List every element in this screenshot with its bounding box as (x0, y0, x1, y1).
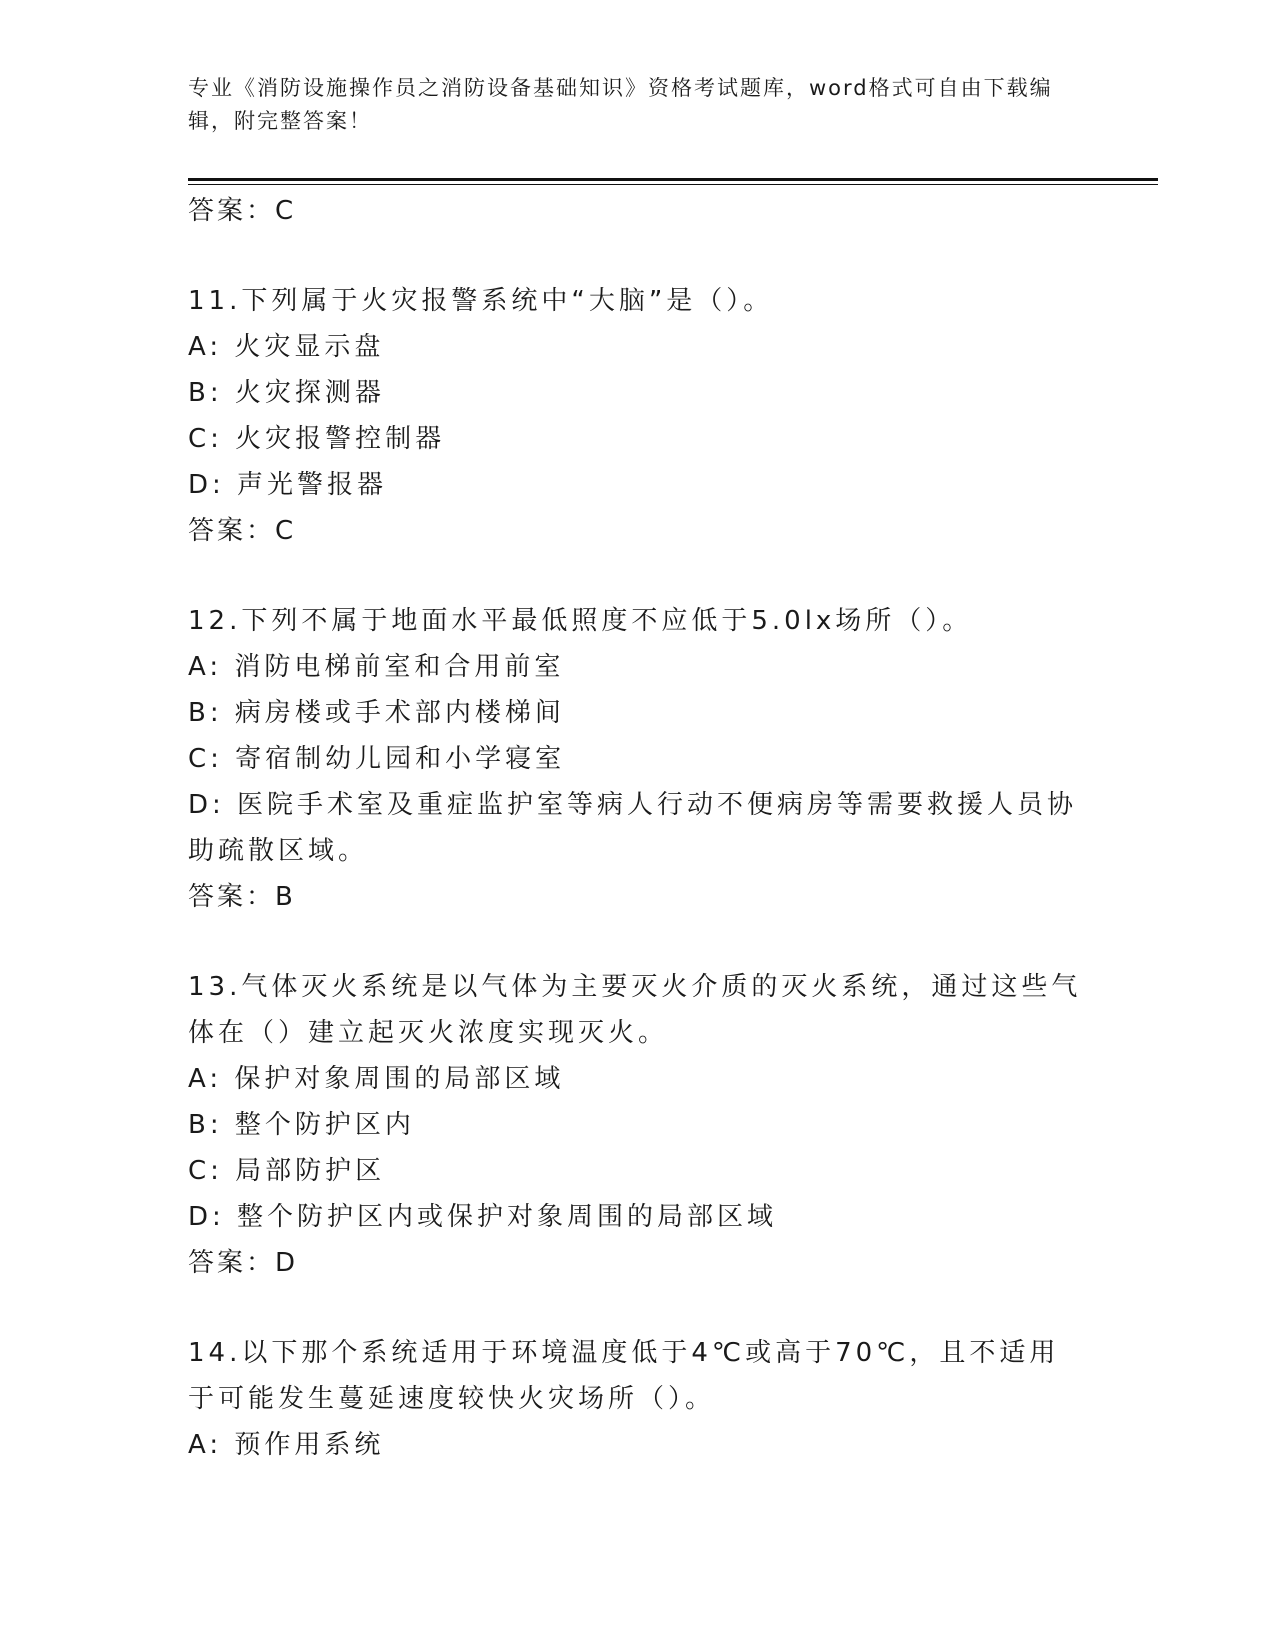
option-b: B: 火灾探测器 (188, 378, 385, 408)
option-a: A: 预作用系统 (188, 1430, 385, 1460)
spacer (188, 234, 1088, 278)
answer-line: 答案：B (188, 882, 296, 912)
answer-line: 答案：C (188, 196, 297, 226)
option-c: C: 火灾报警控制器 (188, 424, 446, 454)
spacer (188, 1286, 1088, 1330)
question-13 (188, 964, 1088, 1286)
option-a: A: 消防电梯前室和合用前室 (188, 652, 565, 682)
option-c: C: 局部防护区 (188, 1156, 386, 1186)
question-14 (188, 1330, 1088, 1468)
option-c: C: 寄宿制幼儿园和小学寝室 (188, 744, 566, 774)
option-b: B: 整个防护区内 (188, 1110, 415, 1140)
option-a: A: 保护对象周围的局部区域 (188, 1064, 565, 1094)
answer-line: 答案：C (188, 516, 297, 546)
spacer (188, 920, 1088, 964)
option-d: D: 声光警报器 (188, 470, 388, 500)
option-d: D: 医院手术室及重症监护室等病人行动不便病房等需要救援人员协助疏散区域。 (188, 790, 1078, 866)
question-11 (188, 278, 1088, 554)
header-divider-thin (188, 184, 1158, 185)
document-header: 专业《消防设施操作员之消防设备基础知识》资格考试题库，word格式可自由下载编辑，附完整答案！ (188, 76, 1053, 133)
option-a: A: 火灾显示盘 (188, 332, 385, 362)
question-stem: 13.气体灭火系统是以气体为主要灭火介质的灭火系统，通过这些气体在（）建立起灭火浓度实现灭火。 (188, 972, 1082, 1048)
header-divider-thick (188, 178, 1158, 181)
option-d: D: 整个防护区内或保护对象周围的局部区域 (188, 1202, 778, 1232)
spacer (188, 554, 1088, 598)
question-list (188, 188, 1088, 1468)
question-12 (188, 598, 1088, 920)
question-stem: 12.下列不属于地面水平最低照度不应低于5.0lx场所（）。 (188, 606, 973, 636)
option-b: B: 病房楼或手术部内楼梯间 (188, 698, 565, 728)
answer-line: 答案：D (188, 1248, 299, 1278)
question-stem: 11.下列属于火灾报警系统中“大脑”是（）。 (188, 286, 774, 316)
question-stem: 14.以下那个系统适用于环境温度低于4℃或高于70℃，且不适用于可能发生蔓延速度较快火灾场所（）。 (188, 1338, 1060, 1414)
